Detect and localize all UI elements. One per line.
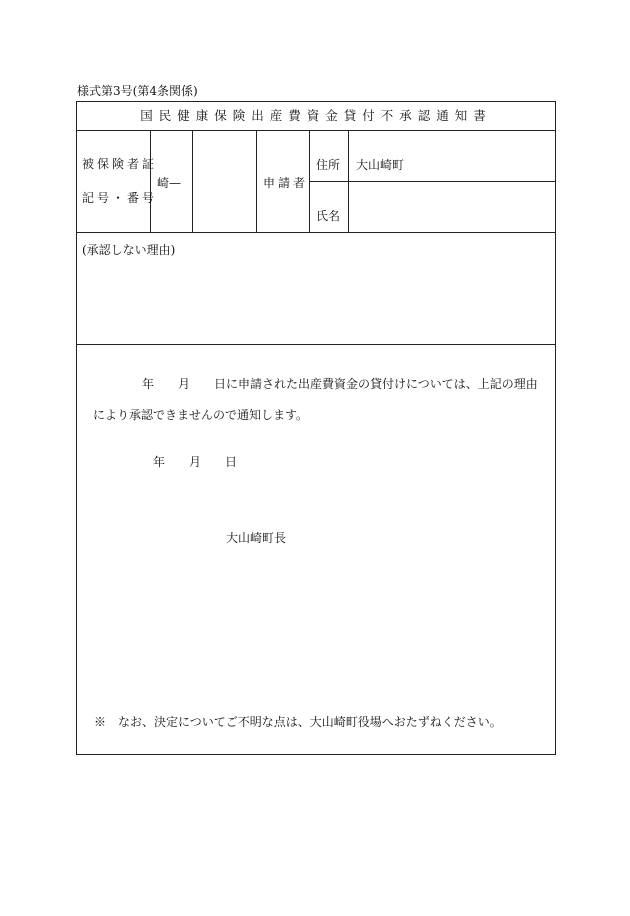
name-label: 氏名	[316, 209, 341, 223]
info-col-divider-3	[256, 130, 257, 232]
info-col-divider-1	[150, 130, 151, 232]
document-title: 国民健康保険出産費資金貸付不承認通知書	[140, 108, 492, 123]
inquiry-note: ※ なお、決定についてご不明な点は、大山崎町役場へおたずねください。	[94, 715, 502, 729]
title-divider	[76, 130, 556, 131]
address-value: 大山崎町	[356, 158, 405, 172]
body-text-line1: 年 月 日に申請された出産費資金の貸付けについては、上記の理由	[142, 377, 538, 391]
applicant-label: 申請者	[263, 176, 309, 190]
form-number-label: 様式第3号(第4条関係)	[77, 84, 198, 98]
body-text-line2: により承認できませんので通知します。	[93, 408, 309, 422]
info-col-divider-4	[309, 130, 310, 232]
insured-label-line2: 記号・番号	[82, 191, 158, 205]
reason-body-divider	[76, 344, 556, 345]
info-reason-divider	[76, 232, 556, 233]
address-name-divider	[309, 181, 556, 182]
info-col-divider-5	[348, 130, 349, 232]
address-label: 住所	[316, 158, 341, 172]
insured-label-line1: 被保険者証	[82, 157, 158, 171]
reason-label: (承認しない理由)	[82, 243, 176, 257]
issuer-name: 大山崎町長	[226, 531, 287, 545]
notice-date: 年 月 日	[153, 455, 238, 469]
info-col-divider-2	[192, 130, 193, 232]
insured-symbol-prefix: 崎—	[157, 176, 182, 190]
